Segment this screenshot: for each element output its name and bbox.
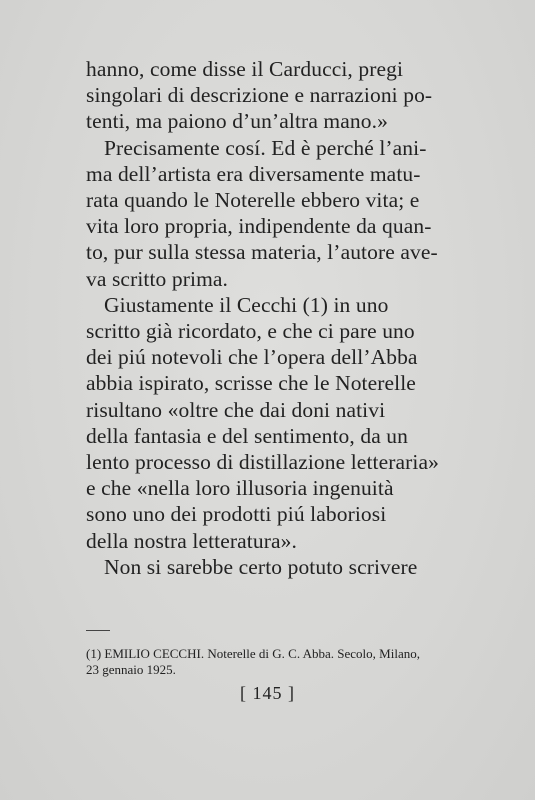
body-text	[86, 56, 446, 580]
page-number: [ 145 ]	[240, 683, 295, 703]
footnote-divider	[86, 630, 110, 631]
paragraph-giustamente: Giustamente il Cecchi (1) in uno scritto già ricordato, e che ci pare uno dei piú notevoli che l’opera dell’Abba abbia ispirato, scrisse che le Noterelle risultano «oltre che dai doni nativi della fantasia e del sentimento, da un lento processo di distillazione letteraria» e che «nella loro illusoria ingenuità sono uno dei prodotti piú laboriosi della nostra letteratura».	[86, 292, 439, 553]
paragraph-precisamente: Precisamente cosí. Ed è perché l’ani- ma dell’artista era diversamente matu- rata quando le Noterelle ebbero vita; e vita loro propria, indipendente da quan- to, pur sulla stessa materia, l’autore ave- va scritto prima.	[86, 135, 438, 291]
paragraph-non-si-sarebbe: Non si sarebbe certo potuto scrivere	[104, 554, 418, 579]
paragraph-continuation: hanno, come disse il Carducci, pregi singolari di descrizione e narrazioni po- tenti, ma paiono d’un’altra mano.»	[86, 57, 433, 134]
footnote: (1) EMILIO CECCHI. Noterelle di G. C. Abba. Secolo, Milano, 23 gennaio 1925.	[86, 646, 420, 677]
